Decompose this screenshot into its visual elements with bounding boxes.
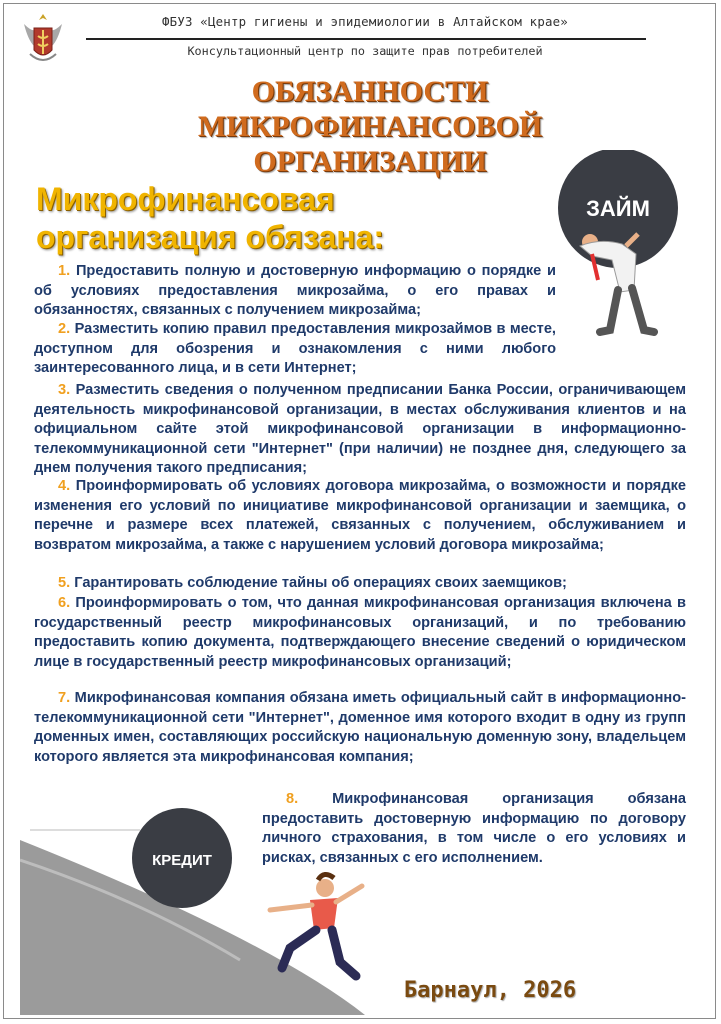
loan-label: ЗАЙМ — [586, 196, 650, 221]
item-number: 3. — [58, 382, 71, 398]
list-item — [34, 594, 686, 672]
item-text: Гарантировать соблюдение тайны об операциях своих заемщиков; — [74, 575, 567, 591]
item-text: Микрофинансовая организация обязана предоставить достоверную информацию по договору личного страхования, в том числе о его условиях и рисках, связанных с его исполнением. — [262, 791, 687, 866]
organization-name: ФБУЗ «Центр гигиены и эпидемиологии в Алтайском крае» — [162, 14, 568, 29]
item-text: Проинформировать о том, что данная микрофинансовая организация включена в государственный реестр микрофинансовых организаций, и по требованию предоставить копию документа, подтверждающего внесение сведений о юридическом лице в государственный реестр микрофинансовых организаций; — [34, 595, 686, 670]
item-number: 6. — [58, 595, 71, 611]
item-text: Проинформировать об условиях договора микрозайма, о возможности и порядке изменения его условий по инициативе микрофинансовой организации и заемщика, о перечне и размере всех платежей, связанных с получением, обслуживанием и возвратом микрозайма, а также с нарушением условий договора микрозайма; — [34, 478, 687, 553]
list-item — [34, 477, 686, 555]
credit-label: КРЕДИТ — [152, 852, 212, 869]
consult-center-name: Консультационный центр по защите прав потребителей — [187, 44, 543, 58]
item-text: Микрофинансовая компания обязана иметь официальный сайт в информационно-телекоммуникационной сети "Интернет", доменное имя которого входит в одну из групп доменных имен, составляющих российскую национальную доменную зону, владельцем которого является эта микрофинансовая компания; — [34, 690, 686, 765]
list-item — [34, 262, 556, 321]
loan-burden-illustration — [540, 150, 710, 340]
item-number: 7. — [58, 690, 71, 706]
header-divider — [86, 38, 646, 40]
list-item — [34, 689, 686, 767]
list-item — [34, 320, 556, 379]
item-number: 8. — [286, 791, 299, 807]
credit-boulder-illustration — [20, 790, 400, 1015]
section-subtitle: Микрофинансовая организация обязана: — [36, 181, 385, 255]
item-number: 4. — [58, 478, 71, 494]
item-text: Разместить копию правил предоставления микрозаймов в месте, доступном для обозрения и ознакомления с ними любого заинтересованного лица, и в сети Интернет; — [34, 321, 556, 376]
item-text: Предоставить полную и достоверную информацию о порядке и об условиях предоставления микрозайма, о его правах и обязанностях, связанных с получением микрозайма; — [34, 263, 556, 318]
page-title: ОБЯЗАННОСТИ МИКРОФИНАНСОВОЙ ОРГАНИЗАЦИИ — [197, 75, 543, 178]
list-item — [34, 574, 686, 594]
item-number: 1. — [58, 263, 71, 279]
emblem-logo — [20, 10, 66, 68]
item-text: Разместить сведения о полученном предписании Банка России, ограничивающем деятельность микрофинансовой организации, в местах обслуживания клиентов и на официальном сайте этой микрофинансовой организации в информационно-телекоммуникационной сети "Интернет" (при наличии) не позднее дня, следующего за днем получения такого предписания; — [34, 382, 686, 476]
item-number: 5. — [58, 575, 71, 591]
list-item — [34, 381, 686, 479]
city-year: Барнаул, 2026 — [403, 978, 577, 1003]
item-number: 2. — [58, 321, 71, 337]
